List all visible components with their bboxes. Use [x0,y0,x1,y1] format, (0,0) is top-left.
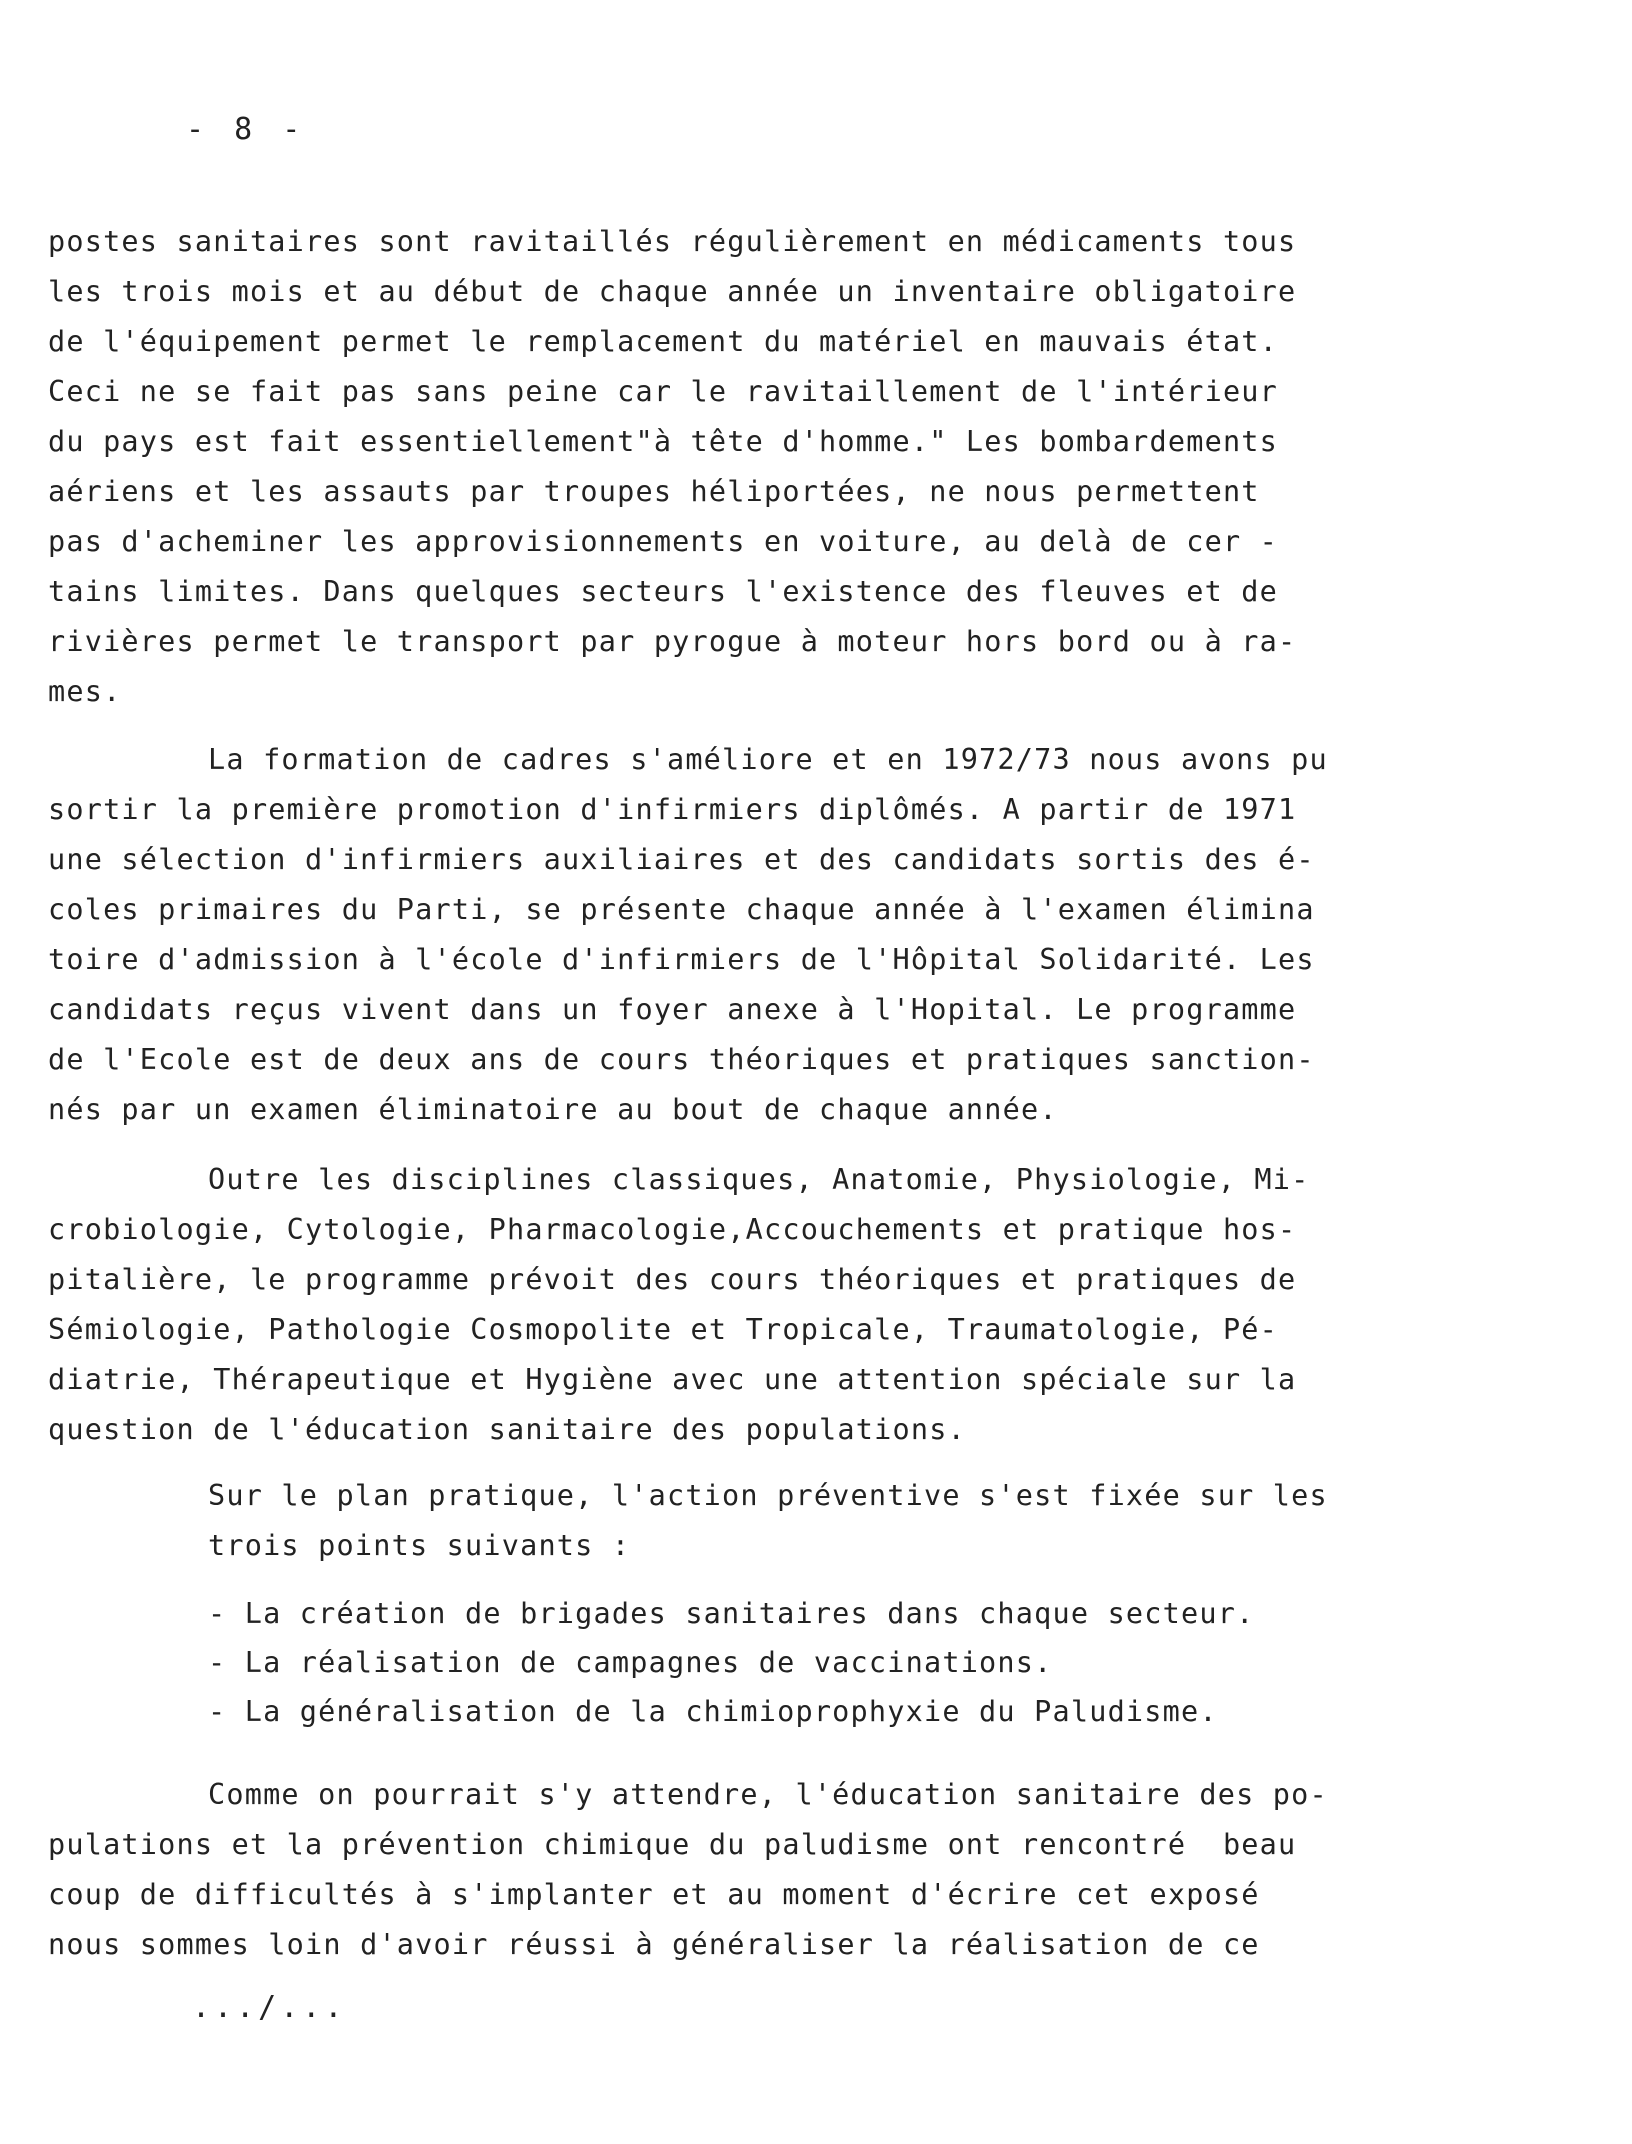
list-item: - La réalisation de campagnes de vaccinations. [208,1646,1053,1679]
text-line: une sélection d'infirmiers auxiliaires et des candidats sortis des é- [48,843,1315,876]
text-line: mes. [48,675,122,708]
text-line: de l'Ecole est de deux ans de cours théoriques et pratiques sanction- [48,1043,1315,1076]
list-item: - La création de brigades sanitaires dans chaque secteur. [208,1597,1255,1630]
text-line: La formation de cadres s'améliore et en 1972/73 nous avons pu [208,743,1328,776]
text-line: nés par un examen éliminatoire au bout de chaque année. [48,1093,1058,1126]
text-line: Comme on pourrait s'y attendre, l'éducation sanitaire des po- [208,1778,1328,1811]
text-line: Sur le plan pratique, l'action préventive s'est fixée sur les [208,1479,1328,1512]
text-line: rivières permet le transport par pyrogue à moteur hors bord ou à ra- [48,625,1297,658]
text-line: du pays est fait essentiellement"à tête d'homme." Les bombardements [48,425,1279,458]
text-line: coup de difficultés à s'implanter et au moment d'écrire cet exposé [48,1878,1260,1911]
text-line: tains limites. Dans quelques secteurs l'existence des fleuves et de [48,575,1279,608]
text-line: candidats reçus vivent dans un foyer anexe à l'Hopital. Le programme [48,993,1297,1026]
text-line: aériens et les assauts par troupes héliportées, ne nous permettent [48,475,1260,508]
text-line: trois points suivants : [208,1529,631,1562]
text-line: pas d'acheminer les approvisionnements en voiture, au delà de cer - [48,525,1279,558]
text-line: de l'équipement permet le remplacement du matériel en mauvais état. [48,325,1279,358]
text-line: nous sommes loin d'avoir réussi à généraliser la réalisation de ce [48,1928,1260,1961]
text-line: pitalière, le programme prévoit des cours théoriques et pratiques de [48,1263,1297,1296]
text-line: postes sanitaires sont ravitaillés régulièrement en médicaments tous [48,225,1297,258]
text-line: Sémiologie, Pathologie Cosmopolite et Tropicale, Traumatologie, Pé- [48,1313,1279,1346]
list-item: - La généralisation de la chimioprophyxie du Paludisme. [208,1695,1218,1728]
text-line: sortir la première promotion d'infirmiers diplômés. A partir de 1971 [48,793,1297,826]
text-line: toire d'admission à l'école d'infirmiers de l'Hôpital Solidarité. Les [48,943,1315,976]
page-number: - 8 - [186,112,307,147]
text-line: crobiologie, Cytologie, Pharmacologie,Accouchements et pratique hos- [48,1213,1297,1246]
text-line: question de l'éducation sanitaire des populations. [48,1413,966,1446]
text-line: diatrie, Thérapeutique et Hygiène avec une attention spéciale sur la [48,1363,1297,1396]
continuation-marker: .../... [192,1990,347,2025]
text-line: coles primaires du Parti, se présente chaque année à l'examen élimina [48,893,1315,926]
text-line: Outre les disciplines classiques, Anatomie, Physiologie, Mi- [208,1163,1310,1196]
text-line: pulations et la prévention chimique du paludisme ont rencontré beau [48,1828,1297,1861]
text-line: les trois mois et au début de chaque année un inventaire obligatoire [48,275,1297,308]
text-line: Ceci ne se fait pas sans peine car le ravitaillement de l'intérieur [48,375,1279,408]
